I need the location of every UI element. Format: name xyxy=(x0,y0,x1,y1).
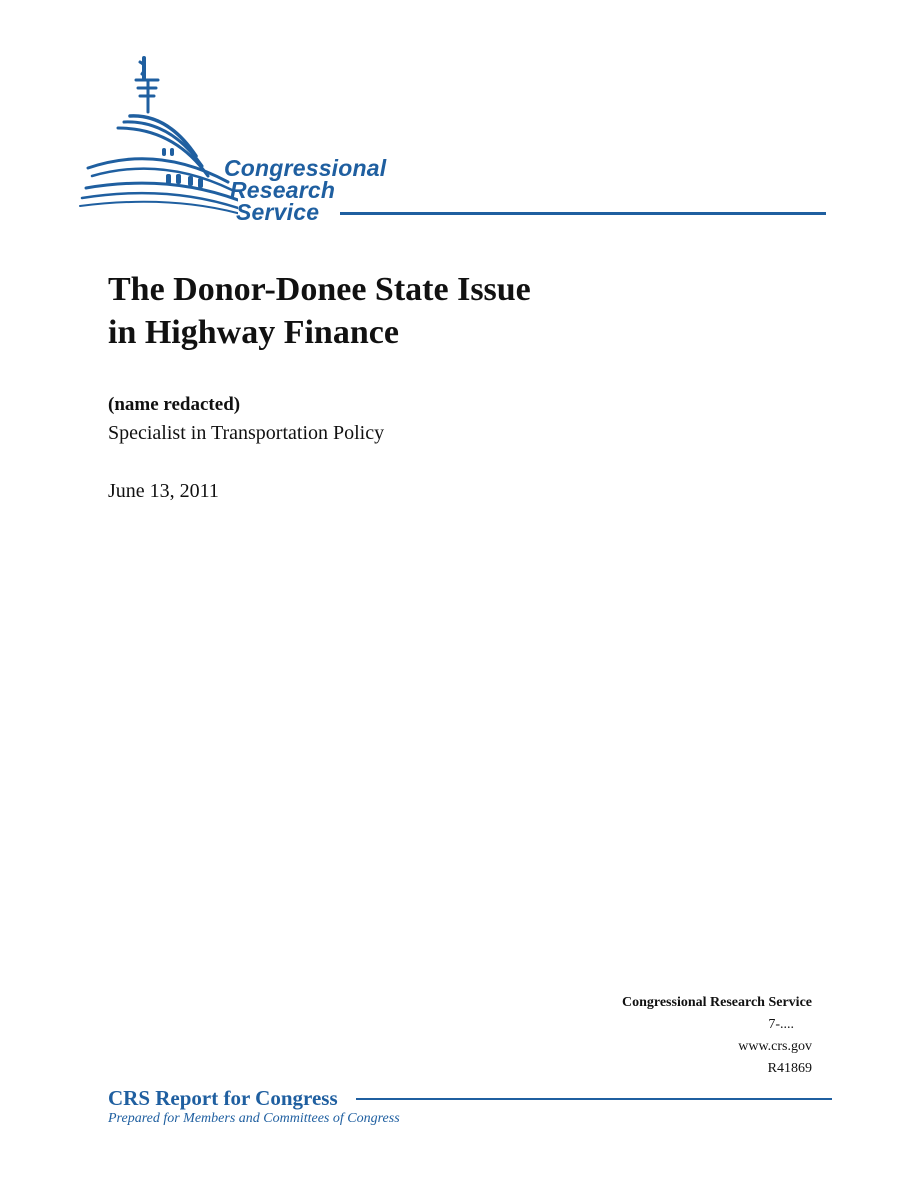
footer-phone: 7-.... xyxy=(768,1017,794,1032)
capitol-dome-icon xyxy=(78,48,238,228)
crs-report-band xyxy=(108,1086,832,1112)
logo-line-congressional: Congressional xyxy=(224,155,387,181)
crs-report-subtitle: Prepared for Members and Committees of Congress xyxy=(108,1111,400,1126)
report-date: June 13, 2011 xyxy=(108,480,219,502)
author-role: Specialist in Transportation Policy xyxy=(108,422,385,444)
logo-line-research: Research xyxy=(230,177,336,203)
title-line-1: The Donor-Donee State Issue xyxy=(108,271,531,308)
logo-line-service: Service xyxy=(236,199,320,225)
report-number: R41869 xyxy=(767,1061,812,1076)
author-name: (name redacted) xyxy=(108,394,241,415)
footer-url[interactable]: www.crs.gov xyxy=(738,1039,812,1054)
report-title xyxy=(108,268,668,354)
crs-report-rule xyxy=(356,1098,832,1100)
crs-logo xyxy=(78,48,838,228)
logo-rule xyxy=(340,212,826,215)
crs-report-title: CRS Report for Congress xyxy=(108,1086,338,1110)
footer-info xyxy=(622,992,812,1080)
title-line-2: in Highway Finance xyxy=(108,314,399,351)
footer-org: Congressional Research Service xyxy=(621,995,812,1010)
